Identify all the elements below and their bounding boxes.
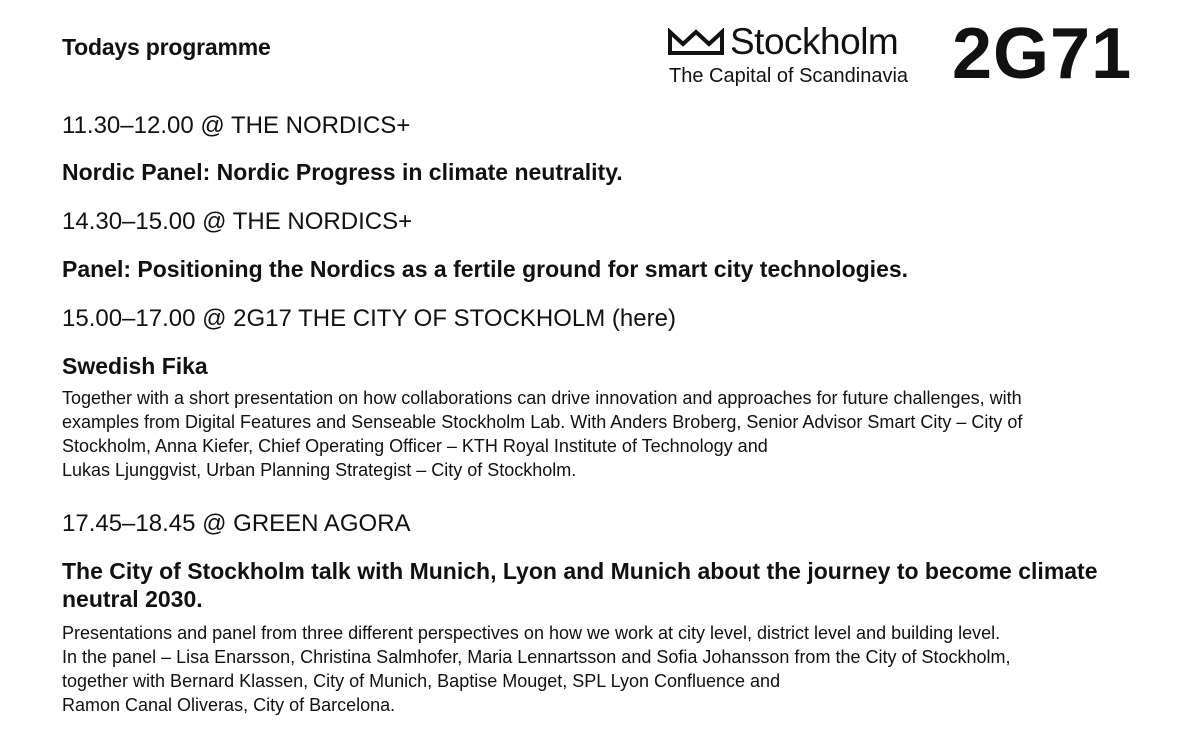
event-description: [62, 621, 1011, 717]
event-title: The City of Stockholm talk with Munich, Lyon and Munich about the journey to become climate neutral 2030.: [62, 558, 1098, 612]
description-line: Lukas Ljunggvist, Urban Planning Strategist – City of Stockholm.: [62, 460, 577, 480]
event-time: 17.45–18.45 @ GREEN AGORA: [62, 510, 411, 537]
description-line: Together with a short presentation on how collaborations can drive innovation and approaches for future challenges, with: [62, 388, 1022, 408]
brand-tagline: The Capital of Scandinavia: [669, 65, 909, 87]
description-line: Ramon Canal Oliveras, City of Barcelona.: [62, 695, 396, 715]
booth-number: 2G71: [952, 14, 1133, 94]
event-time: 11.30–12.00 @ THE NORDICS+: [62, 112, 411, 139]
crown-icon: [667, 28, 725, 56]
description-line: Stockholm, Anna Kiefer, Chief Operating Officer – KTH Royal Institute of Technology and: [62, 436, 768, 456]
event-time: 14.30–15.00 @ THE NORDICS+: [62, 208, 413, 235]
description-line: Presentations and panel from three different perspectives on how we work at city level, district level and building level.: [62, 623, 1001, 643]
description-line: In the panel – Lisa Enarsson, Christina Salmhofer, Maria Lennartsson and Sofia Johansson from the City of Stockholm,: [62, 647, 1011, 667]
description-line: together with Bernard Klassen, City of Munich, Baptise Mouget, SPL Lyon Confluence and: [62, 671, 781, 691]
brand-name: Stockholm: [730, 21, 899, 62]
stockholm-logo: [667, 22, 957, 92]
event-title: Nordic Panel: Nordic Progress in climate neutrality.: [62, 159, 623, 185]
event-description: [62, 386, 1022, 482]
event-title: Swedish Fika: [62, 353, 208, 379]
event-title: Panel: Positioning the Nordics as a fertile ground for smart city technologies.: [62, 256, 909, 282]
description-line: examples from Digital Features and Senseable Stockholm Lab. With Anders Broberg, Senior Advisor Smart City – City of: [62, 412, 1023, 432]
page-title: Todays programme: [62, 34, 271, 60]
event-time: 15.00–17.00 @ 2G17 THE CITY OF STOCKHOLM (here): [62, 305, 676, 332]
